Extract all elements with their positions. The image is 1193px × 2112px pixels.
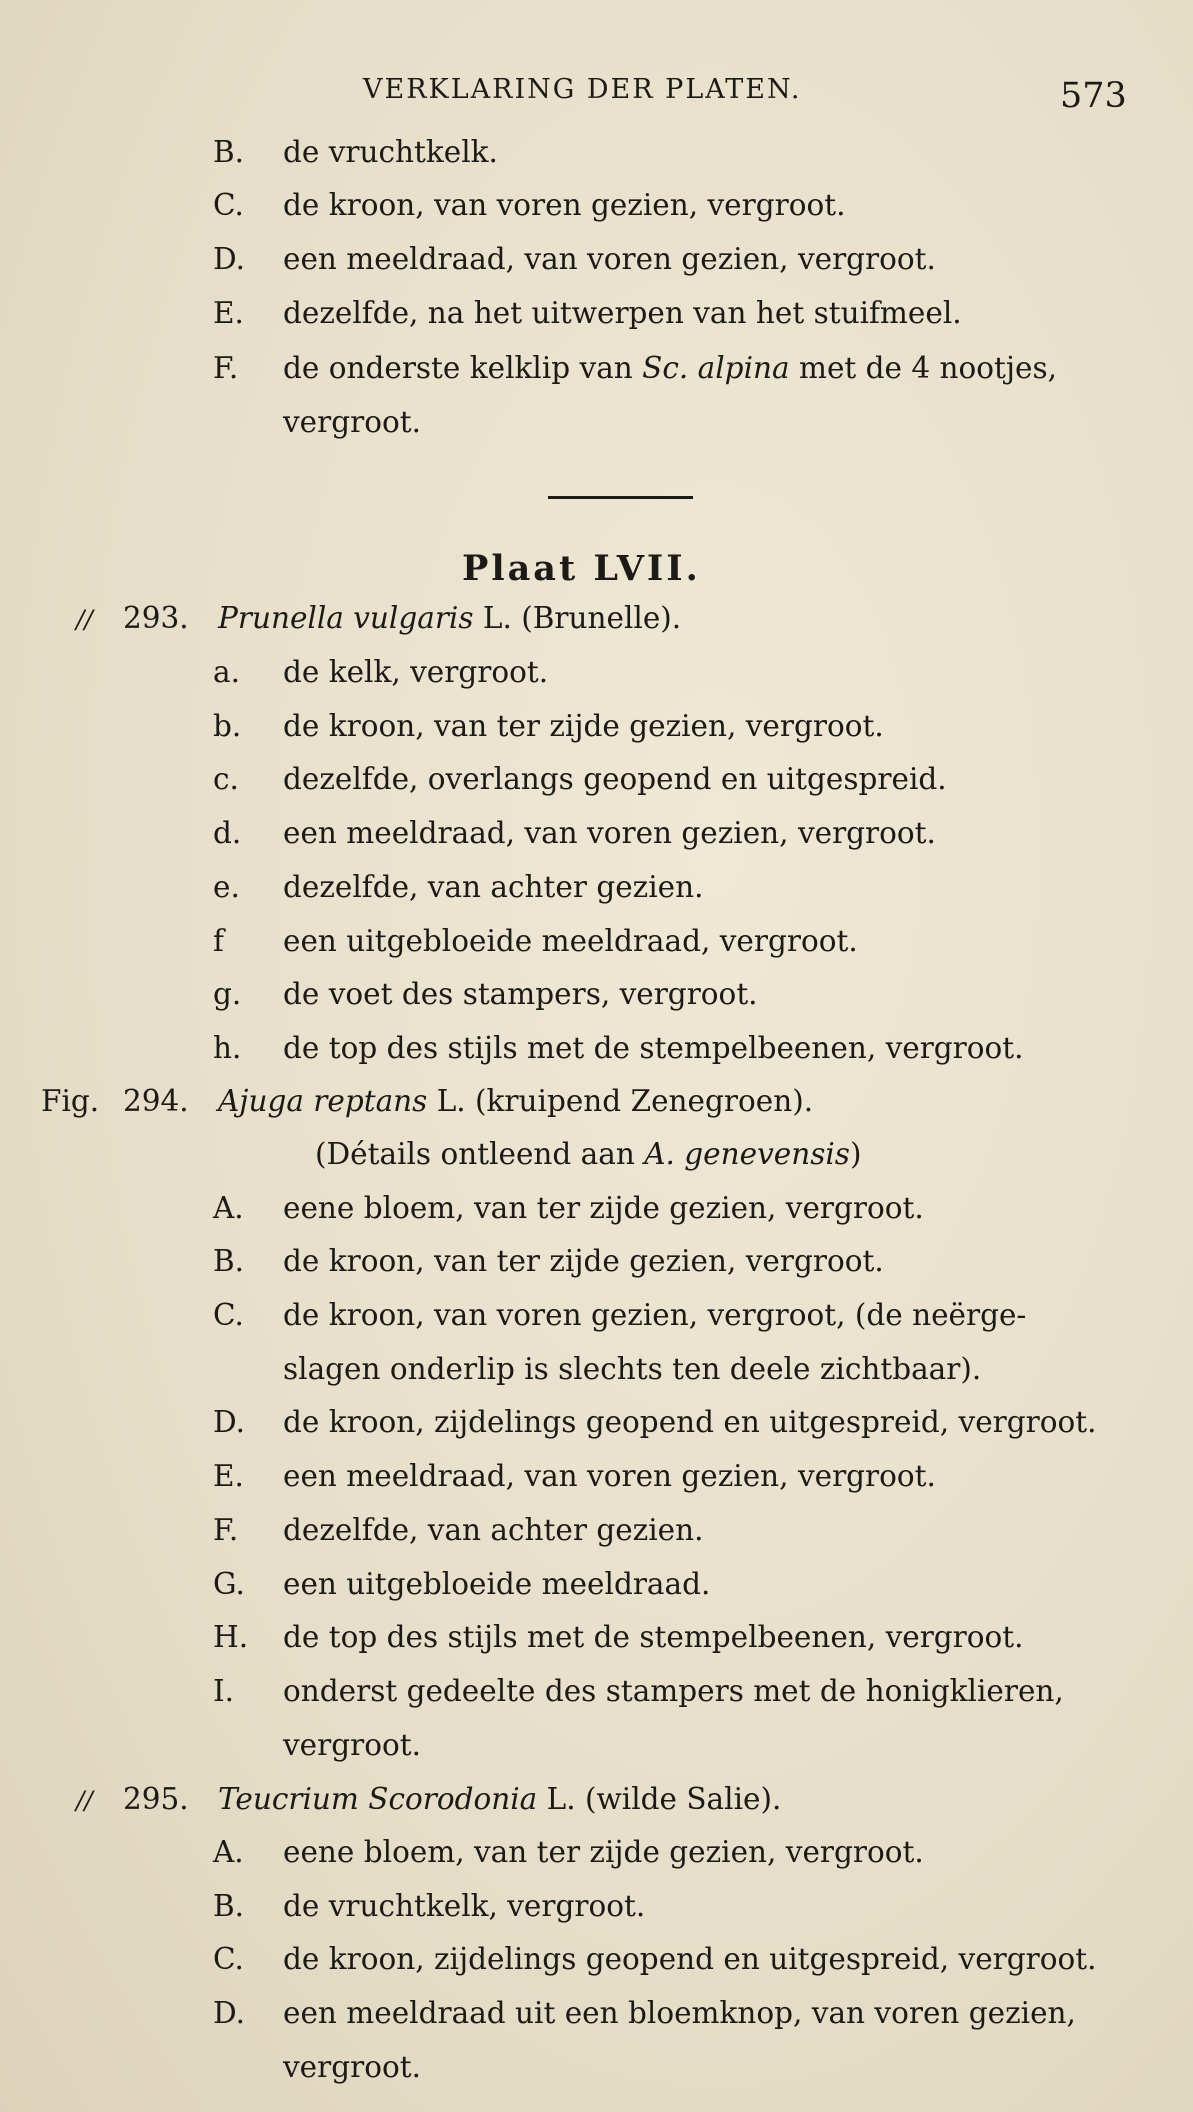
entry-label: B.: [213, 1244, 245, 1278]
text-run: een meeldraad uit een bloemknop, van voren gezien,: [283, 1996, 1076, 2030]
text-run: L. (wilde Salie).: [537, 1782, 782, 1816]
entry-text: [283, 296, 962, 330]
text-run: vergroot.: [283, 405, 421, 439]
entry-label: 295.: [123, 1782, 189, 1816]
italic-taxon: Sc. alpina: [642, 351, 790, 385]
entry-label: F.: [213, 351, 239, 385]
entry-label: b.: [213, 709, 242, 743]
entry-text: [283, 1352, 982, 1386]
italic-taxon: Ajuga reptans: [218, 1084, 428, 1118]
text-run: de kroon, van voren gezien, vergroot, (de neërge-: [283, 1298, 1027, 1332]
entry-label: g.: [213, 977, 242, 1011]
entry-text: [283, 1674, 1064, 1708]
entry-marker: //: [76, 1786, 93, 1815]
text-run: slagen onderlip is slechts ten deele zichtbaar).: [283, 1352, 982, 1386]
text-run: de vruchtkelk.: [283, 135, 498, 169]
text-run: een uitgebloeide meeldraad, vergroot.: [283, 924, 858, 958]
entry-label: h.: [213, 1031, 242, 1065]
text-run: de kelk, vergroot.: [283, 655, 549, 689]
entry-label: I.: [213, 1674, 235, 1708]
entry-text: [283, 1996, 1076, 2030]
text-run: dezelfde, van achter gezien.: [283, 1513, 704, 1547]
entry-text: [283, 816, 936, 850]
text-run: de voet des stampers, vergroot.: [283, 977, 758, 1011]
text-run: de top des stijls met de stempelbeenen, vergroot.: [283, 1031, 1024, 1065]
text-run: een meeldraad, van voren gezien, vergroot.: [283, 242, 936, 276]
text-run: (Détails ontleend aan: [315, 1137, 645, 1171]
entry-label: F.: [213, 1513, 239, 1547]
page-number: 573: [1060, 76, 1127, 116]
entry-label: C.: [213, 1942, 244, 1976]
italic-taxon: A. genevensis: [644, 1137, 850, 1171]
entry-label: A.: [213, 1835, 244, 1869]
text-run: vergroot.: [283, 2050, 421, 2084]
entry-text: [283, 1405, 1097, 1439]
text-run: een meeldraad, van voren gezien, vergroot.: [283, 1459, 936, 1493]
text-run: de kroon, van ter zijde gezien, vergroot.: [283, 1244, 884, 1278]
text-run: ): [849, 1137, 862, 1171]
text-run: L. (Brunelle).: [473, 601, 682, 635]
entry-label: 293.: [123, 601, 189, 635]
text-run: een meeldraad, van voren gezien, vergroot.: [283, 816, 936, 850]
entry-text: [218, 1782, 782, 1816]
text-run: de onderste kelklip van: [283, 351, 643, 385]
entry-text: [283, 762, 947, 796]
entry-text: [283, 1298, 1027, 1332]
text-run: de kroon, van ter zijde gezien, vergroot.: [283, 709, 884, 743]
entry-text: [283, 709, 884, 743]
entry-text: [283, 924, 858, 958]
text-run: eene bloem, van ter zijde gezien, vergroot.: [283, 1191, 924, 1225]
text-run: de kroon, zijdelings geopend en uitgespreid, vergroot.: [283, 1405, 1097, 1439]
entry-text: [283, 2050, 421, 2084]
entry-label: B.: [213, 1889, 245, 1923]
text-run: de kroon, zijdelings geopend en uitgespreid, vergroot.: [283, 1942, 1097, 1976]
entry-label: D.: [213, 1996, 245, 2030]
entry-label: e.: [213, 870, 240, 904]
text-run: onderst gedeelte des stampers met de honigklieren,: [283, 1674, 1064, 1708]
text-run: eene bloem, van ter zijde gezien, vergroot.: [283, 1835, 924, 1869]
text-run: vergroot.: [283, 1728, 421, 1762]
entry-marker: Fig.: [41, 1084, 100, 1118]
entry-label: C.: [213, 1298, 244, 1332]
text-run: de vruchtkelk, vergroot.: [283, 1889, 646, 1923]
entry-text: [283, 870, 704, 904]
entry-label: D.: [213, 1405, 245, 1439]
entry-text: [315, 1137, 862, 1171]
text-run: met de 4 nootjes,: [789, 351, 1057, 385]
entry-text: [283, 188, 846, 222]
entry-text: [218, 601, 682, 635]
entry-label: G.: [213, 1567, 245, 1601]
entry-text: [283, 1244, 884, 1278]
entry-marker: //: [76, 605, 93, 634]
entry-text: [283, 242, 936, 276]
entry-text: [283, 1191, 924, 1225]
entry-text: [283, 1835, 924, 1869]
entry-text: [283, 1513, 704, 1547]
entry-text: [283, 1031, 1024, 1065]
entry-text: [283, 1889, 646, 1923]
entry-text: [218, 1084, 814, 1118]
entry-label: c.: [213, 762, 239, 796]
italic-taxon: Prunella vulgaris: [218, 601, 474, 635]
entry-label: D.: [213, 242, 245, 276]
entry-label: H.: [213, 1620, 249, 1654]
entry-text: [283, 1459, 936, 1493]
running-header: VERKLARING DER PLATEN.: [363, 74, 802, 105]
text-run: dezelfde, van achter gezien.: [283, 870, 704, 904]
italic-taxon: Teucrium Scorodonia: [218, 1782, 538, 1816]
plate-heading: Plaat LVII.: [462, 548, 701, 589]
entry-text: [283, 1942, 1097, 1976]
entry-text: [283, 405, 421, 439]
text-run: de kroon, van voren gezien, vergroot.: [283, 188, 846, 222]
section-divider: [548, 496, 693, 499]
text-run: L. (kruipend Zenegroen).: [427, 1084, 814, 1118]
entry-text: [283, 135, 498, 169]
text-run: dezelfde, na het uitwerpen van het stuifmeel.: [283, 296, 962, 330]
text-run: dezelfde, overlangs geopend en uitgespreid.: [283, 762, 947, 796]
text-run: de top des stijls met de stempelbeenen, vergroot.: [283, 1620, 1024, 1654]
entry-text: [283, 1728, 421, 1762]
entry-text: [283, 1620, 1024, 1654]
entry-label: f: [213, 924, 224, 958]
entry-text: [283, 1567, 711, 1601]
entry-text: [283, 977, 758, 1011]
entry-label: E.: [213, 1459, 244, 1493]
entry-label: 294.: [123, 1084, 189, 1118]
text-run: een uitgebloeide meeldraad.: [283, 1567, 711, 1601]
entry-label: C.: [213, 188, 244, 222]
entry-label: A.: [213, 1191, 244, 1225]
entry-label: B.: [213, 135, 245, 169]
entry-label: d.: [213, 816, 242, 850]
entry-label: a.: [213, 655, 240, 689]
entry-label: E.: [213, 296, 244, 330]
entry-text: [283, 655, 549, 689]
entry-text: [283, 351, 1057, 385]
